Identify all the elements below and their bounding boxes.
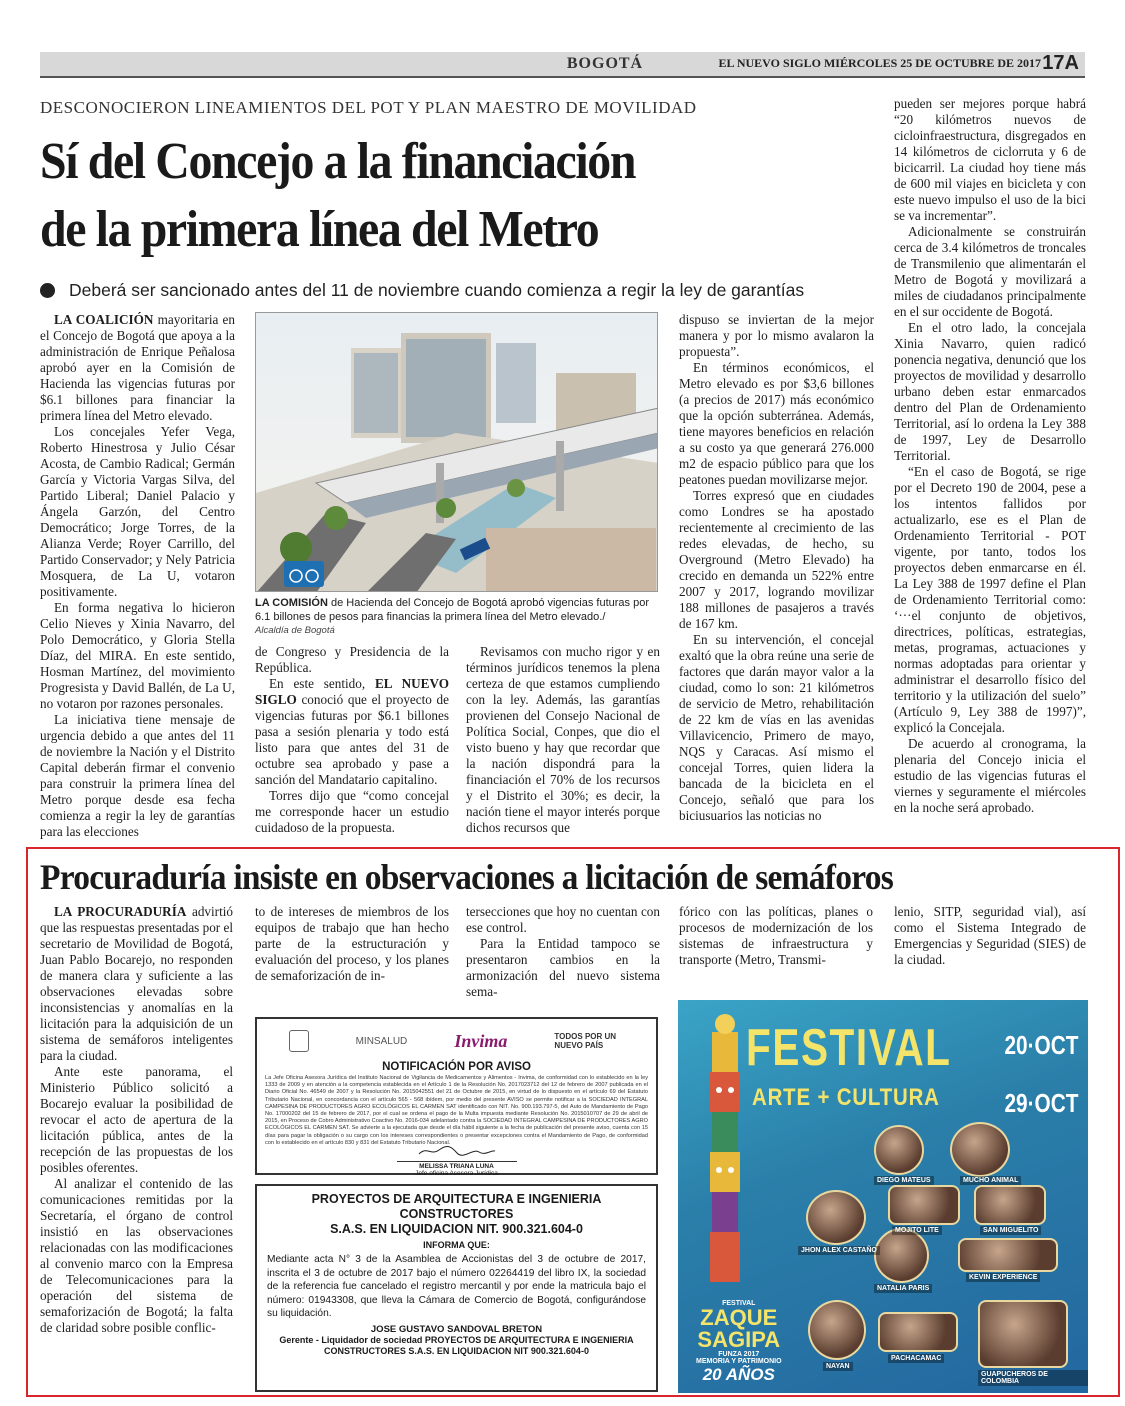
liquidation-title-1: PROYECTOS DE ARQUITECTURA E INGENIERIA CONSTRUCTORES — [311, 1192, 602, 1221]
logo-tagline: MEMORIA Y PATRIMONIO — [696, 1358, 782, 1365]
notice-signer: MELISSA TRIANA LUNA — [419, 1163, 494, 1171]
paragraph-text: conoció que el proyecto de vigencias futuras por $6.1 billones pasa a sesión plenaria y todo está listo para que antes del 31 de octubre sea aprobado y pase a sanción del Mandatario capitalino. — [255, 692, 449, 787]
article-column-3 — [466, 644, 660, 836]
article2-column-5 — [894, 904, 1086, 968]
metro-station-illustration — [256, 313, 658, 592]
bullet-icon — [40, 283, 55, 298]
paragraph-text: Ante este panorama, el Ministerio Público solicitó a Bocarejo evaluar la posibilidad de revocar el acto de apertura de la licitación pública, antes de la recepción de las propuestas de los posibles oferentes. — [40, 1064, 233, 1175]
logo-festival-text: FESTIVAL — [722, 1300, 756, 1307]
notice-body: La Jefe Oficina Asesora Jurídica del Instituto Nacional de Vigilancia de Medicamentos y Alimentos - Invima, de conformidad con lo establecido en la ley 1333 de 2009 y en atención a la competencia establecida en el Artículo 1 de la Resolución No. 2017023712 del 12 de febrero de 2007 publicada en el Diario Oficial No. 46549 de 2007 y la Resolución No. 2015042551 del 21 de Octubre de 2015, en virtud de lo dispuesto en el artículo 69 del Estatuto Tributario Nacional, en concordancia con el artículo 565 - 568 ibídem, por medio del presente AVISO se permite notificar a la SOCIEDAD INTEGRAL CAMPESINA DE PRODUCTORES AGRO ECOLÓGICOS EL CARMEN SAT identificado con NIT. No. 900.193.797-5, del Auto de Mandamiento de Pago No. 17000202 del 15 de febrero de 2017, por el cual se ordena el pago de la Multa impuesta mediante Resolución No. 2015010707 de 29 de abril de 2015, en Proceso de Cobro Administrativo Coactivo No. 2016-034 adelantado contra la SOCIEDAD INTEGRAL CAMPESINA DE PRODUCTORES AGRO ECOLÓGICOS EL CARMEN SAT. Se advierte a la ejecutada que desde el día hábil siguiente a la fecha de publicación del presente aviso, cuenta con 15 días para pagar la obligación o su cargo con los intereses correspondientes o presentar excepciones contra el Mandamiento de Pago, de conformidad con lo establecido en el artículo 830 y 831 del Estatuto Tributario Nacional. — [265, 1075, 648, 1146]
paragraph — [679, 360, 874, 488]
liquidation-title-2: S.A.S. EN LIQUIDACION NIT. 900.321.604-0 — [330, 1222, 583, 1236]
invima-notice-ad — [255, 1017, 658, 1178]
paragraph — [679, 632, 874, 824]
signature-scribble — [417, 1144, 497, 1158]
paragraph — [466, 644, 660, 836]
artist-label: DIEGO MATEUS — [874, 1176, 934, 1185]
artist-label: MUCHO ANIMAL — [960, 1176, 1021, 1185]
logo-name-2: SAGIPA — [697, 1327, 781, 1352]
festival-end-date: 29·OCT — [1004, 1088, 1078, 1118]
artist-photo — [978, 1300, 1068, 1368]
metro-rendering-photo — [255, 312, 658, 592]
article-column-1 — [40, 312, 235, 840]
article2-col5-text: lenio, SITP, seguridad vial), así como el Sistema Integrado de Emergencias y Seguridad (SIES) de la ciudad. — [894, 904, 1086, 967]
liquidation-informs: INFORMA QUE: — [423, 1240, 490, 1250]
artist-photo — [874, 1228, 929, 1283]
article-column-4 — [679, 312, 874, 824]
paragraph-text: “En el caso de Bogotá, se rige por el Decreto 190 de 2004, pese a los intentos fallidos por actualizarlo, ese es el Plan de Ordenamiento Territorial - POT vigente, por tanto, todos los proyectos deben enmarcarse en él. La Ley 388 de 1997 define el Plan de Ordenamiento Territorial como: ‘···el conjunto de objetivos, directrices, políticas, estrategias, metas, programas, actuaciones y normas adoptadas para orientar y administrar el desarrollo físico del territorio y la utilización del suelo” (Artículo 9, Ley 388 de 1997)”, explicó la Concejala. — [894, 464, 1086, 735]
paragraph-text: tersecciones que hoy no cuentan con ese control. — [466, 904, 660, 935]
paragraph — [466, 904, 660, 936]
paragraph — [894, 736, 1086, 816]
headline-line-2: de la primera línea del Metro — [40, 201, 599, 258]
paragraph-text: Torres dijo que “como concejal me corresponde hacer un estudio cuidadoso de la propuesta. — [255, 788, 449, 835]
logo-name-1: ZAQUE — [700, 1305, 778, 1330]
photo-credit: Alcaldía de Bogotá — [255, 625, 335, 636]
caption-lead: LA COMISIÓN — [255, 597, 328, 609]
artist-label: SAN MIGUELITO — [980, 1226, 1041, 1235]
zaque-sagipa-logo — [696, 1300, 782, 1385]
artist-label: NAYAN — [823, 1362, 853, 1371]
artist-photo — [806, 1190, 866, 1245]
lead-in: LA PROCURADURÍA — [54, 904, 187, 919]
artist-photo — [958, 1238, 1058, 1272]
paper-date: EL NUEVO SIGLO MIÉRCOLES 25 DE OCTUBRE DE 2017 — [718, 56, 1041, 70]
paragraph-text: mayoritaria en el Concejo de Bogotá que apoya a la administración de Enrique Peñalosa aprobó ayer en la Comisión de Hacienda las vigencias futuras por $6.1 billones para financiar la primera línea del Metro elevado. — [40, 312, 235, 423]
article-column-2 — [255, 644, 449, 836]
paragraph-text: De acuerdo al cronograma, la plenaria del Concejo inicia el estudio de las vigencias futuras el viernes y seguramente el miércoles en la noche será aprobado. — [894, 736, 1086, 815]
photo-caption — [255, 596, 660, 638]
paragraph — [40, 424, 235, 600]
artist-label: NATALIA PARIS — [874, 1284, 932, 1293]
paragraph — [466, 936, 660, 1000]
caption-text: de Hacienda del Concejo de Bogotá aprobó vigencias futuras por 6.1 billones de pesos para financias la primera línea del Metro elevado./ — [255, 597, 649, 623]
paragraph — [894, 224, 1086, 320]
artist-photo — [950, 1122, 1010, 1177]
artist-label: GUAPUCHEROS DE COLOMBIA — [978, 1370, 1088, 1386]
article2-headline: Procuraduría insiste en observaciones a licitación de semáforos — [40, 857, 893, 897]
article-headline — [40, 128, 804, 264]
paragraph — [40, 1176, 233, 1336]
festival-title: FESTIVAL — [746, 1019, 952, 1077]
artist-label: MOJITO LITE — [892, 1226, 942, 1235]
article2-column-1 — [40, 904, 233, 1336]
festival-start-date: 20·OCT — [1004, 1030, 1078, 1060]
article2-column-3 — [466, 904, 660, 1000]
logo-years: 20 AÑOS — [702, 1365, 775, 1384]
paragraph-text: dispuso se inviertan de la mejor manera y por lo mismo avalaron la propuesta”. — [679, 312, 874, 359]
paragraph-text: En el otro lado, la concejala Xinia Navarro, quien radicó ponencia negativa, denunció que los proyectos de movilidad y desarrollo urbano deben estar enmarcados dentro del Plan de Ordenamiento Territorial, así lo ordena la Ley 388 de 1997, Ley de Desarrollo Territorial. — [894, 320, 1086, 463]
paragraph-text: En términos económicos, el Metro elevado es por $3,6 billones (a precios de 2017) más económico que la opción subterránea. Además, tiene mayores beneficios en relación a su costo ya que generará 276.000 m2 de espacio público para que los peatones puedan movilizarse mejor. — [679, 360, 874, 487]
article-column-5 — [894, 96, 1086, 816]
paragraph-text: pueden ser mejores porque habrá “20 kilómetros nuevos de cicloinfraestructura, disgregados en 14 kilómetros de ciclorruta y 6 de bicicarril. La ciudad hoy tiene más de 600 mil viajes en bicicleta y con este nuevo impulso el uso de la bici se va incrementar”. — [894, 96, 1086, 223]
paragraph-text: Al analizar el contenido de las comunicaciones remitidas por la Secretaría, el órgano de control insistió en las observaciones relacionadas con las modificaciones al convenio marco con la Empresa de Telecomunicaciones para la operación del sistema de semaforización de Bogotá; la falta de claridad sobre posible conflic- — [40, 1176, 233, 1335]
logo-city: FUNZA 2017 — [718, 1351, 760, 1358]
paragraph — [40, 904, 233, 1064]
masthead-date — [719, 56, 1080, 71]
subhead-text: Deberá ser sancionado antes del 11 de noviembre cuando comienza a regir la ley de garantías — [69, 280, 805, 300]
paragraph — [255, 676, 449, 788]
paragraph — [40, 1064, 233, 1176]
artist-photo — [974, 1185, 1046, 1225]
notice-signer-role: Jefe oficina Asesora Jurídica — [415, 1170, 498, 1178]
liquidation-signer-role: Gerente - Liquidador de sociedad PROYECTOS DE ARQUITECTURA E INGENIERIA CONSTRUCTORES S.A.S. EN LIQUIDACION NIT 900.321.604-0 — [279, 1334, 634, 1356]
newspaper-name: EL NUEVO SIGLO — [255, 676, 449, 707]
artist-photo — [808, 1300, 866, 1360]
lead-in: LA COALICIÓN — [54, 312, 154, 327]
article2-col4-text: fórico con las políticas, planes o procesos de modernización de los sistemas de infraestructura y transporte (Metro, Transmi- — [679, 904, 873, 967]
liquidation-signer: JOSE GUSTAVO SANDOVAL BRETON — [370, 1323, 543, 1335]
paragraph — [40, 600, 235, 712]
festival-subtitle: ARTE + CULTURA — [752, 1084, 940, 1111]
notice-title: NOTIFICACIÓN POR AVISO — [382, 1061, 531, 1073]
paragraph-text: Los concejales Yefer Vega, Roberto Hinestrosa y Julio César Acosta, de Cambio Radical; Germán García y Victoria Vargas Silva, del Partido Liberal; Daniel Palacio y Ángela Garzón, del Centro Democrático; Jorge Torres, de la Alianza Verde; Royer Carrillo, del Partido Conservador; y Nely Patricia Mosquera, de La U, votaron positivamente. — [40, 424, 235, 599]
article-kicker: DESCONOCIERON LINEAMIENTOS DEL POT Y PLAN MAESTRO DE MOVILIDAD — [40, 98, 697, 117]
paragraph — [40, 712, 235, 840]
paragraph-text: La iniciativa tiene mensaje de urgencia debido a que antes del 11 de noviembre la Nación y el Distrito Capital deberán firmar el convenio para construir la primera línea del Metro porque desde esa fecha comienza a regir la ley de garantías para las elecciones — [40, 712, 235, 839]
paragraph-text: En este sentido, — [269, 676, 375, 691]
nuevo-pais-logo: TODOS POR UN NUEVO PAÍS — [554, 1032, 617, 1050]
invima-logo: Invima — [454, 1030, 508, 1051]
section-name: BOGOTÁ — [566, 55, 644, 72]
artist-label: PACHACAMAC — [888, 1354, 944, 1363]
paragraph — [255, 644, 449, 676]
page-number: 17A — [1042, 52, 1079, 74]
artist-label: KEVIN EXPERIENCE — [966, 1273, 1040, 1282]
paragraph — [894, 464, 1086, 736]
article-subhead — [40, 280, 870, 301]
paragraph — [40, 312, 235, 424]
festival-ad — [678, 1000, 1088, 1393]
paragraph-text: de Congreso y Presidencia de la República. — [255, 644, 449, 675]
paragraph — [894, 96, 1086, 224]
coat-of-arms-icon — [289, 1030, 309, 1052]
liquidation-notice-ad — [255, 1184, 658, 1392]
notice-logos — [265, 1023, 648, 1059]
paragraph-text: Adicionalmente se construirán cerca de 3.4 kilómetros de troncales de Transmilenio que alimentarán el Metro de Bogotá y movilizará a miles de ciudadanos principalmente en el sur occidente de Bogotá. — [894, 224, 1086, 319]
paragraph-text: Torres expresó que en ciudades como Londres se ha apostado recientemente al crecimiento de las redes elevadas, de hecho, su Overground (Metro Elevado) ha crecido en demanda un 522% entre 2007 y 2017, logrando movilizar 188 millones de pasajeros a través de 167 km. — [679, 488, 874, 631]
article2-col2-text: to de intereses de miembros de los equipos de trabajo que han hecho parte de la estructuración y evaluación del proceso, y los planes de semaforización de in- — [255, 904, 449, 983]
paragraph — [679, 312, 874, 360]
paragraph-text: En forma negativa lo hicieron Celio Nieves y Xinia Navarro, del Polo Democrático, y Gloria Stella Díaz, del MIRA. En este sentido, Hosman Martínez, del movimiento Progresista y David Ballén, de La U, no votaron por razones personales. — [40, 600, 235, 711]
artist-photo — [874, 1125, 924, 1175]
artist-label: JHON ALEX CASTAÑO — [798, 1246, 880, 1255]
liquidation-body: Mediante acta N° 3 de la Asamblea de Accionistas del 3 de octubre de 2017, inscrita el 3 de octubre de 2017 bajo el número 02264419 del libro IX, la sociedad de la referencia fue cancelado el registro mercantil y por ende la matricula bajo el número: 01943308, que lleva la Cámara de Comercio de Bogotá, configurándose su liquidación. — [267, 1254, 646, 1319]
totem-icon — [706, 1012, 744, 1302]
signature-line — [397, 1161, 517, 1162]
headline-line-1: Sí del Concejo a la financiación — [40, 133, 636, 190]
paragraph-text: advirtió que las respuestas presentadas por el secretario de Movilidad de Bogotá, Juan Pablo Bocarejo, no responden de manera clara y suficiente a las observaciones elevadas sobre inconsistencias y anomalías en la licitación para la adquisición de un sistema de semáforos inteligentes para la ciudad. — [40, 904, 233, 1063]
paragraph — [894, 320, 1086, 464]
article2-column-2 — [255, 904, 449, 984]
artist-photo — [888, 1185, 960, 1225]
artist-photo — [878, 1312, 958, 1352]
article2-column-4 — [679, 904, 873, 968]
paragraph-text: En su intervención, el concejal exaltó que la obra reúne una serie de factores que darán mayor valor a la ciudad, como lo son: 21 kilómetros de servicio de Metro, rehabilitación de 22 km de vías en las avenidas Villavicencio, Primero de mayo, NQS y Caracas. Así mismo el concejal Torres, quien lidera la bancada de la bicicleta en el Concejo, señaló que para los biciusuarios las noticias no — [679, 632, 874, 823]
minsalud-logo: MINSALUD — [355, 1035, 408, 1047]
paragraph-text: Para la Entidad tampoco se presentaron cambios en la armonización del nuevo sistema sema- — [466, 936, 660, 999]
paragraph-text: Revisamos con mucho rigor y en términos jurídicos tenemos la plena certeza de que estamos cumpliendo con la ley. Además, las garantías provienen del Consejo Nacional de Política Social, Conpes, que dio el visto bueno y hay que recordar que la nación dispondrá para la financiación el 70% de los recursos y el Distrito el 30%; es decir, la nación tiene el mayor interés porque dichos recursos que — [466, 644, 660, 835]
page-header — [40, 52, 1085, 78]
paragraph — [255, 788, 449, 836]
paragraph — [679, 488, 874, 632]
